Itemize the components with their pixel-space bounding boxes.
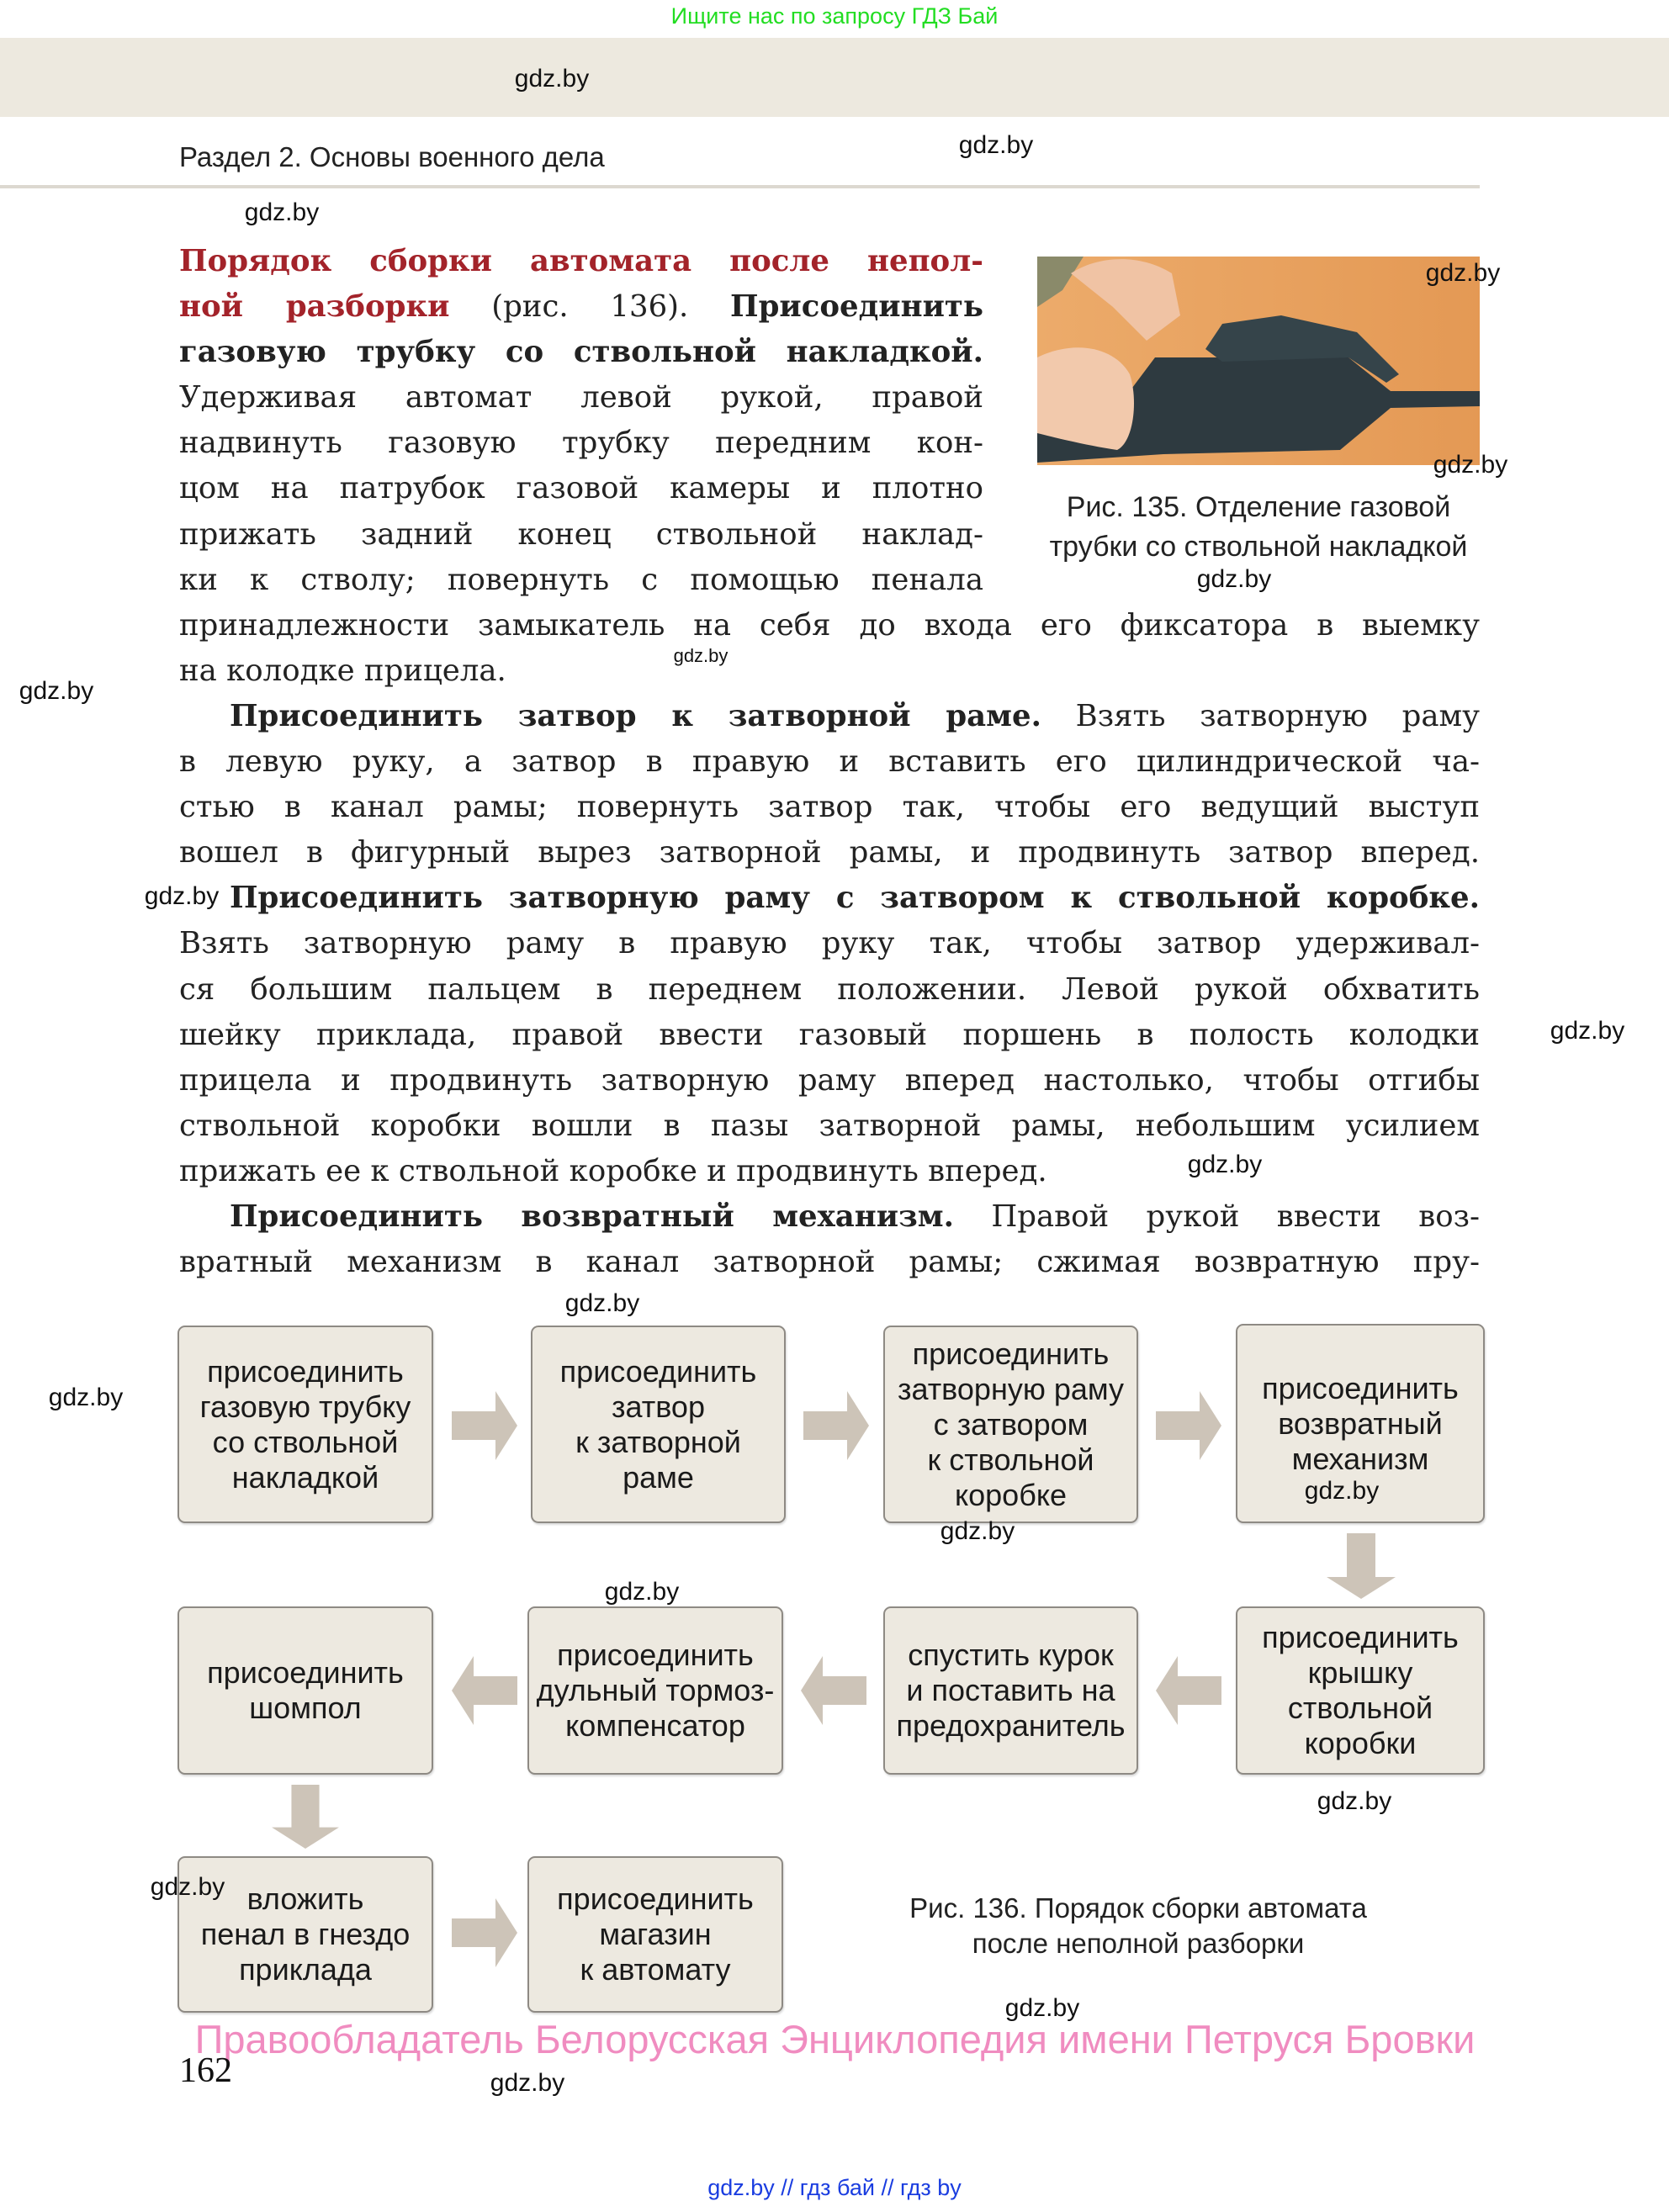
figure-135-photo bbox=[1037, 257, 1480, 465]
watermark: gdz.by bbox=[1187, 1151, 1263, 1178]
text-line bbox=[179, 330, 983, 375]
watermark: gdz.by bbox=[1196, 565, 1272, 593]
figure-135-caption: Рис. 135. Отделение газовой трубки со ствольной накладкой bbox=[1049, 491, 1468, 563]
text-segment: вратный механизм в канал затворной рамы; сжимая возвратную пру- bbox=[179, 1245, 1480, 1280]
text-segment: Удерживая автомат левой рукой, правой bbox=[179, 380, 983, 415]
text-segment: Взять затворную раму в правую руку так, чтобы затвор удерживал- bbox=[179, 926, 1480, 961]
flow-step-10: присоединить магазин к автомату bbox=[527, 1856, 783, 2013]
text-segment: в левую руку, а затвор в правую и вставить его цилиндрической ча- bbox=[179, 744, 1480, 780]
text-line bbox=[179, 648, 1480, 694]
text-line bbox=[179, 1194, 1480, 1240]
bold-instruction-text: газовую трубку со ствольной накладкой. bbox=[179, 335, 983, 370]
text-line bbox=[179, 739, 1480, 785]
text-line bbox=[179, 967, 1480, 1013]
text-line bbox=[179, 375, 983, 421]
arrow-down-icon bbox=[271, 1785, 340, 1849]
text-line bbox=[179, 284, 983, 330]
arrow-down-icon bbox=[1327, 1533, 1396, 1599]
text-line bbox=[179, 421, 983, 466]
flow-step-6: спустить курок и поставить на предохранитель bbox=[883, 1606, 1138, 1775]
text-segment: стью в канал рамы; повернуть затвор так, чтобы его ведущий выступ bbox=[179, 790, 1480, 825]
bold-instruction-text: Присоединить bbox=[730, 289, 983, 325]
watermark: gdz.by bbox=[940, 1517, 1015, 1545]
text-segment: прижать ее к ствольной коробке и продвинуть вперед. bbox=[179, 1153, 1047, 1188]
top-band bbox=[0, 38, 1669, 117]
watermark: gdz.by bbox=[1304, 1477, 1380, 1505]
text-line bbox=[179, 603, 1480, 648]
text-segment: (рис. 136). bbox=[449, 289, 731, 325]
watermark: gdz.by bbox=[48, 1384, 124, 1411]
watermark: gdz.by bbox=[1550, 1017, 1625, 1045]
flow-step-7: присоединить дульный тормоз- компенсатор bbox=[527, 1606, 783, 1775]
watermark: gdz.by bbox=[604, 1578, 680, 1606]
arrow-right-icon bbox=[1156, 1391, 1221, 1460]
figure-136-caption: Рис. 136. Порядок сборки автомата после неполной разборки bbox=[909, 1892, 1367, 1959]
flow-step-9: вложить пенал в гнездо приклада bbox=[177, 1856, 433, 2013]
text-segment: Взять затворную раму bbox=[1041, 698, 1480, 733]
watermark: gdz.by bbox=[244, 198, 320, 226]
watermark: gdz.by bbox=[490, 2069, 565, 2097]
arrow-right-icon bbox=[803, 1391, 869, 1460]
text-line bbox=[179, 830, 1480, 876]
watermark: gdz.by bbox=[1433, 451, 1508, 479]
text-segment: ствольной коробки вошли в пазы затворной рамы, небольшим усилием bbox=[179, 1108, 1480, 1143]
watermark: gdz.by bbox=[1317, 1787, 1392, 1815]
watermark: gdz.by bbox=[514, 65, 590, 93]
text-line bbox=[179, 558, 983, 603]
watermark: gdz.by bbox=[1425, 259, 1501, 287]
page-number: 162 bbox=[179, 2051, 232, 2090]
text-line bbox=[179, 1149, 1480, 1194]
arrow-right-icon bbox=[452, 1898, 517, 1967]
section-header: Раздел 2. Основы военного дела bbox=[179, 141, 605, 172]
search-promo-banner[interactable]: Ищите нас по запросу ГДЗ Бай bbox=[670, 3, 999, 29]
flow-step-2: присоединить затвор к затворной раме bbox=[531, 1326, 786, 1523]
arrow-right-icon bbox=[452, 1391, 517, 1460]
text-segment: принадлежности замыкатель на себя до входа его фиксатора в выемку bbox=[179, 607, 1480, 643]
watermark: gdz.by bbox=[673, 645, 729, 666]
text-segment: вошел в фигурный вырез затворной рамы, и продвинуть затвор вперед. bbox=[179, 835, 1480, 871]
text-segment: прижать задний конец ствольной наклад- bbox=[179, 516, 983, 552]
text-segment: ки к стволу; повернуть с помощью пенала bbox=[179, 562, 983, 597]
watermark: gdz.by bbox=[144, 882, 220, 910]
section-heading-text: Порядок сборки автомата после непол- bbox=[179, 244, 983, 278]
section-heading-text: ной разборки bbox=[179, 289, 450, 325]
flow-step-4: присоединить возвратный механизм bbox=[1236, 1324, 1485, 1523]
arrow-left-icon bbox=[801, 1656, 866, 1725]
flow-step-5: присоединить крышку ствольной коробки bbox=[1236, 1606, 1485, 1775]
text-line bbox=[179, 1058, 1480, 1103]
arrow-left-icon bbox=[1156, 1656, 1221, 1725]
text-segment: цом на патрубок газовой камеры и плотно bbox=[179, 471, 983, 506]
header-divider bbox=[0, 185, 1480, 188]
text-line bbox=[179, 921, 1480, 966]
text-line bbox=[179, 876, 1480, 921]
text-segment: ся большим пальцем в переднем положении. Левой рукой обхватить bbox=[179, 971, 1480, 1007]
watermark: gdz.by bbox=[958, 131, 1034, 159]
text-line bbox=[179, 1240, 1480, 1285]
text-line bbox=[179, 512, 983, 558]
bold-instruction-text: Присоединить затвор к затворной раме. bbox=[230, 698, 1041, 733]
text-segment: шейку приклада, правой ввести газовый поршень в полость колодки bbox=[179, 1017, 1480, 1052]
text-segment: на колодке прицела. bbox=[179, 653, 506, 688]
text-line bbox=[179, 1013, 1480, 1058]
text-segment: надвинуть газовую трубку передним кон- bbox=[179, 426, 983, 461]
watermark: gdz.by bbox=[564, 1289, 640, 1317]
text-line bbox=[179, 694, 1480, 739]
text-segment: Правой рукой ввести воз- bbox=[953, 1199, 1480, 1234]
watermark: gdz.by bbox=[150, 1873, 225, 1901]
bold-instruction-text: Присоединить затворную раму с затвором к ствольной коробке. bbox=[230, 881, 1480, 916]
copyright-notice: Правообладатель Белорусская Энциклопедия имени Петруся Бровки bbox=[194, 2017, 1476, 2061]
text-line bbox=[179, 785, 1480, 830]
flow-step-3: присоединить затворную раму с затвором к ствольной коробке bbox=[883, 1326, 1138, 1523]
arrow-left-icon bbox=[452, 1656, 517, 1725]
footer-links[interactable]: gdz.by // гдз бай // гдз by bbox=[707, 2175, 962, 2200]
text-line bbox=[179, 466, 983, 511]
text-line bbox=[179, 1103, 1480, 1149]
watermark: gdz.by bbox=[19, 677, 94, 705]
flow-step-1: присоединить газовую трубку со ствольной накладкой bbox=[177, 1326, 433, 1523]
text-line bbox=[179, 239, 983, 284]
flow-step-8: присоединить шомпол bbox=[177, 1606, 433, 1775]
text-segment: прицела и продвинуть затворную раму вперед настолько, чтобы отгибы bbox=[179, 1062, 1480, 1098]
watermark: gdz.by bbox=[1004, 1994, 1080, 2022]
bold-instruction-text: Присоединить возвратный механизм. bbox=[230, 1199, 954, 1234]
